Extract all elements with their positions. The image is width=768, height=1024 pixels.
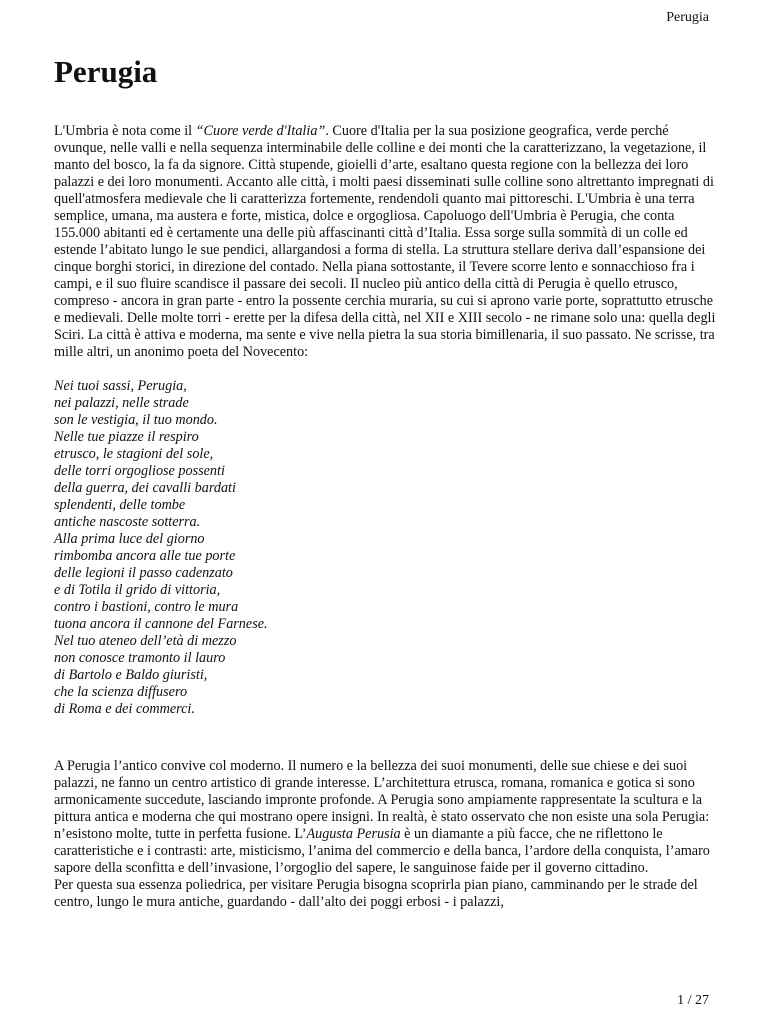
page-title: Perugia xyxy=(54,54,158,89)
poem-line: etrusco, le stagioni del sole, xyxy=(54,446,214,462)
poem-line: delle torri orgogliose possenti xyxy=(54,463,225,479)
paragraph-visit-perugia: Per questa sua essenza poliedrica, per visitare Perugia bisogna scoprirla pian piano, camminando per le strade del centro, lungo le mura antiche, guardando - dall’alto dei poggi erbosi - i palazzi, xyxy=(54,877,698,910)
poem-line: Alla prima luce del giorno xyxy=(54,531,205,547)
poem-line: di Bartolo e Baldo giuristi, xyxy=(54,667,208,683)
poem-line: delle legioni il passo cadenzato xyxy=(54,565,233,581)
intro-quote: “Cuore verde d'Italia” xyxy=(195,123,326,139)
augusta-perusia-term: Augusta Perusia xyxy=(306,826,401,842)
poem xyxy=(54,378,716,718)
poem-line: nei palazzi, nelle strade xyxy=(54,395,189,411)
intro-paragraph xyxy=(54,123,716,361)
poem-line: della guerra, dei cavalli bardati xyxy=(54,480,236,496)
poem-line: Nei tuoi sassi, Perugia, xyxy=(54,378,187,394)
poem-line: di Roma e dei commerci. xyxy=(54,701,195,717)
page-number: 1 / 27 xyxy=(677,993,709,1008)
poem-line: rimbomba ancora alle tue porte xyxy=(54,548,236,564)
running-header: Perugia xyxy=(666,10,709,25)
document-body xyxy=(54,123,716,911)
poem-line: splendenti, delle tombe xyxy=(54,497,186,513)
poem-line: contro i bastioni, contro le mura xyxy=(54,599,239,615)
paragraph-modern-perugia xyxy=(54,758,716,877)
poem-line: che la scienza diffusero xyxy=(54,684,188,700)
poem-line: Nel tuo ateneo dell’età di mezzo xyxy=(54,633,237,649)
poem-line: antiche nascoste sotterra. xyxy=(54,514,201,530)
paragraph-text-rest: è un diamante a più facce, che ne riflettono le caratteristiche e i contrasti: arte, misticismo, l’anima del commercio e della banca, l’ardore della conquista, l’amaro sapore della sconfitta e dell’invasione, l’orgoglio del sapere, le sanguinose faide per il governo cittadino. xyxy=(54,826,710,876)
poem-line: son le vestigia, il tuo mondo. xyxy=(54,412,218,428)
poem-line: tuona ancora il cannone del Farnese. xyxy=(54,616,268,632)
poem-line: non conosce tramonto il lauro xyxy=(54,650,226,666)
poem-line: Nelle tue piazze il respiro xyxy=(54,429,199,445)
poem-line: e di Totila il grido di vittoria, xyxy=(54,582,221,598)
intro-text-rest: . Cuore d'Italia per la sua posizione geografica, verde perché ovunque, nelle valli e nella sequenza interminabile delle colline e dei monti che la caratterizzano, la vegetazione, il manto del bosco, la fa da signore. Città stupende, gioielli d’arte, esaltano questa regione con la bellezza dei loro palazzi e dei loro monumenti. Accanto alle città, i molti paesi disseminati sulle colline sono altrettanto impregnati di quell'atmosfera medievale che li caratterizza fortemente, rendendoli quanto mai pittoreschi. L'Umbria è una terra semplice, umana, ma austera e forte, mistica, dolce e orgogliosa. Capoluogo dell'Umbria è Perugia, che conta 155.000 abitanti ed è certamente una delle più affascinanti città d’Italia. Essa sorge sulla sommità di un colle ed estende l’abitato lungo le sue pendici, allargandosi a forma di stella. La struttura stellare deriva dall’espansione dei cinque borghi storici, in direzione del contado. Nella piana sottostante, il Tevere scorre lento e sonnacchioso fra i campi, e il suo fluire scandisce il passare dei secoli. Il nucleo più antico della città di Perugia è quello etrusco, compreso - ancora in gran parte - entro la possente cerchia muraria, su cui si aprono varie porte, soprattutto etrusche e medievali. Delle molte torri - erette per la difesa della città, nel XII e XIII secolo - ne rimane solo una: quella degli Sciri. La città è attiva e moderna, ma sente e vive nella pietra la sua storia bimillenaria, il suo passato. Ne scrisse, tra mille altri, un anonimo poeta del Novecento: xyxy=(54,123,716,360)
paragraph-text-start: A Perugia l’antico convive col moderno. Il numero e la bellezza dei suoi monumenti, delle sue chiese e dei suoi palazzi, ne fanno un centro artistico di grande interesse. L’architettura etrusca, romana, romanica e gotica si sono armonicamente succedute, lasciando impronte profonde. A Perugia sono ampiamente rappresentate la scultura e la pittura antica e moderna che qui mostrano opere insigni. In realtà, è stato osservato che non esiste una sola Perugia: n’esistono molte, tutte in perfetta fusione. L’ xyxy=(54,758,710,842)
intro-text-start: L'Umbria è nota come il xyxy=(54,123,196,139)
